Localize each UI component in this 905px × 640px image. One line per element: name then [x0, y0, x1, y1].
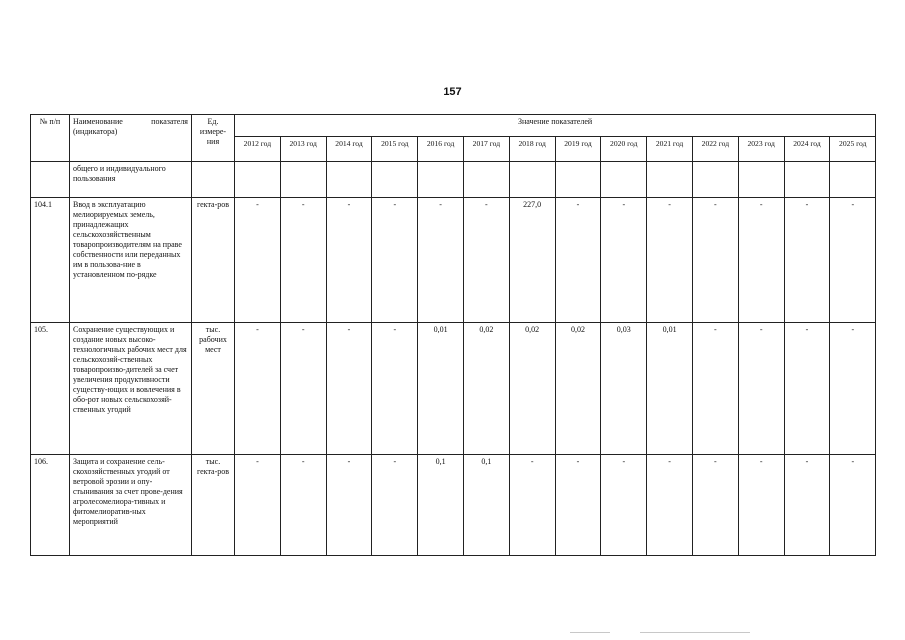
unit-of-measure: гекта-ров — [192, 198, 235, 323]
header-year: 2015 год — [372, 137, 418, 162]
indicator-value: 0,1 — [463, 455, 509, 556]
table-row — [31, 198, 876, 323]
indicator-value — [830, 162, 876, 198]
header-year: 2022 год — [692, 137, 738, 162]
indicator-value: - — [463, 198, 509, 323]
row-number: 104.1 — [31, 198, 70, 323]
indicator-value — [555, 162, 601, 198]
indicator-value: - — [372, 198, 418, 323]
row-number — [31, 162, 70, 198]
header-indicator-values: Значение показателей — [235, 115, 876, 137]
indicator-value: - — [326, 455, 372, 556]
indicator-value: 227,0 — [509, 198, 555, 323]
indicator-value: - — [326, 323, 372, 455]
indicator-value — [738, 162, 784, 198]
indicator-value — [601, 162, 647, 198]
indicator-value: 0,02 — [463, 323, 509, 455]
indicator-value — [372, 162, 418, 198]
header-year: 2014 год — [326, 137, 372, 162]
indicator-value: - — [372, 323, 418, 455]
indicator-value: 0,02 — [509, 323, 555, 455]
table-row — [31, 162, 876, 198]
indicator-value: - — [280, 455, 326, 556]
indicator-value — [280, 162, 326, 198]
header-number: № п/п — [31, 115, 70, 162]
page-number: 157 — [443, 86, 462, 98]
indicator-value: - — [326, 198, 372, 323]
header-indicator-name: Наименование показателя (индикатора) — [70, 115, 192, 162]
indicator-value: - — [830, 455, 876, 556]
indicator-value — [326, 162, 372, 198]
indicator-value: - — [555, 198, 601, 323]
indicator-value: - — [280, 198, 326, 323]
indicator-value: - — [601, 455, 647, 556]
indicator-value: - — [555, 455, 601, 556]
indicator-name: Защита и сохранение сель-скохозяйственных угодий от ветровой эрозии и опу-стынивания за счет прове-дения агролесомелиора-тивных и фитомелиоратив-ных мероприятий — [70, 455, 192, 556]
indicator-value: - — [784, 323, 830, 455]
indicators-table — [30, 114, 876, 556]
unit-of-measure: тыс. рабочих мест — [192, 323, 235, 455]
indicator-value: - — [647, 198, 693, 323]
header-year: 2020 год — [601, 137, 647, 162]
header-year: 2012 год — [235, 137, 281, 162]
indicator-value — [509, 162, 555, 198]
header-unit: Ед. измере-ния — [192, 115, 235, 162]
indicator-value: - — [738, 323, 784, 455]
indicator-value: - — [601, 198, 647, 323]
indicator-value — [418, 162, 464, 198]
indicator-value: 0,03 — [601, 323, 647, 455]
indicator-value: - — [235, 198, 281, 323]
indicator-value — [647, 162, 693, 198]
indicator-value: - — [738, 455, 784, 556]
indicator-value: - — [692, 198, 738, 323]
indicator-value: 0,01 — [418, 323, 464, 455]
header-year: 2016 год — [418, 137, 464, 162]
header-year: 2013 год — [280, 137, 326, 162]
scan-artifact — [570, 632, 610, 633]
unit-of-measure — [192, 162, 235, 198]
indicator-value: - — [692, 323, 738, 455]
indicator-value: - — [418, 198, 464, 323]
indicator-value — [784, 162, 830, 198]
indicator-value: 0,1 — [418, 455, 464, 556]
indicator-value: - — [784, 198, 830, 323]
header-year: 2021 год — [647, 137, 693, 162]
indicator-value: - — [647, 455, 693, 556]
indicator-value: - — [784, 455, 830, 556]
header-year: 2019 год — [555, 137, 601, 162]
header-year: 2023 год — [738, 137, 784, 162]
indicator-value: - — [738, 198, 784, 323]
indicator-value — [692, 162, 738, 198]
indicator-value — [463, 162, 509, 198]
indicator-value: - — [235, 323, 281, 455]
header-year: 2018 год — [509, 137, 555, 162]
indicator-value: - — [830, 198, 876, 323]
indicator-value: - — [509, 455, 555, 556]
indicator-value — [235, 162, 281, 198]
indicator-value: - — [372, 455, 418, 556]
indicator-name: общего и индивидуального пользования — [70, 162, 192, 198]
header-year: 2025 год — [830, 137, 876, 162]
indicator-value: 0,02 — [555, 323, 601, 455]
unit-of-measure: тыс. гекта-ров — [192, 455, 235, 556]
indicator-value: - — [280, 323, 326, 455]
indicator-value: - — [692, 455, 738, 556]
indicator-value: - — [830, 323, 876, 455]
header-year: 2024 год — [784, 137, 830, 162]
scan-artifact — [640, 632, 750, 633]
indicator-value: 0,01 — [647, 323, 693, 455]
indicator-name: Ввод в эксплуатацию мелиорируемых земель, принадлежащих сельскохозяйственным товаропроизводителям на праве собственности или переданных им в пользова-ние в установленном по-рядке — [70, 198, 192, 323]
indicator-value: - — [235, 455, 281, 556]
table-row — [31, 455, 876, 556]
row-number: 105. — [31, 323, 70, 455]
row-number: 106. — [31, 455, 70, 556]
indicator-name: Сохранение существующих и создание новых высоко-технологичных рабочих мест для сельскохозяй-ственных товаропроизво-дителей за счет увеличения продуктивности существу-ющих и вовлечения в обо-рот новых сельскохозяй-ственных угодий — [70, 323, 192, 455]
table-row — [31, 323, 876, 455]
header-year: 2017 год — [463, 137, 509, 162]
